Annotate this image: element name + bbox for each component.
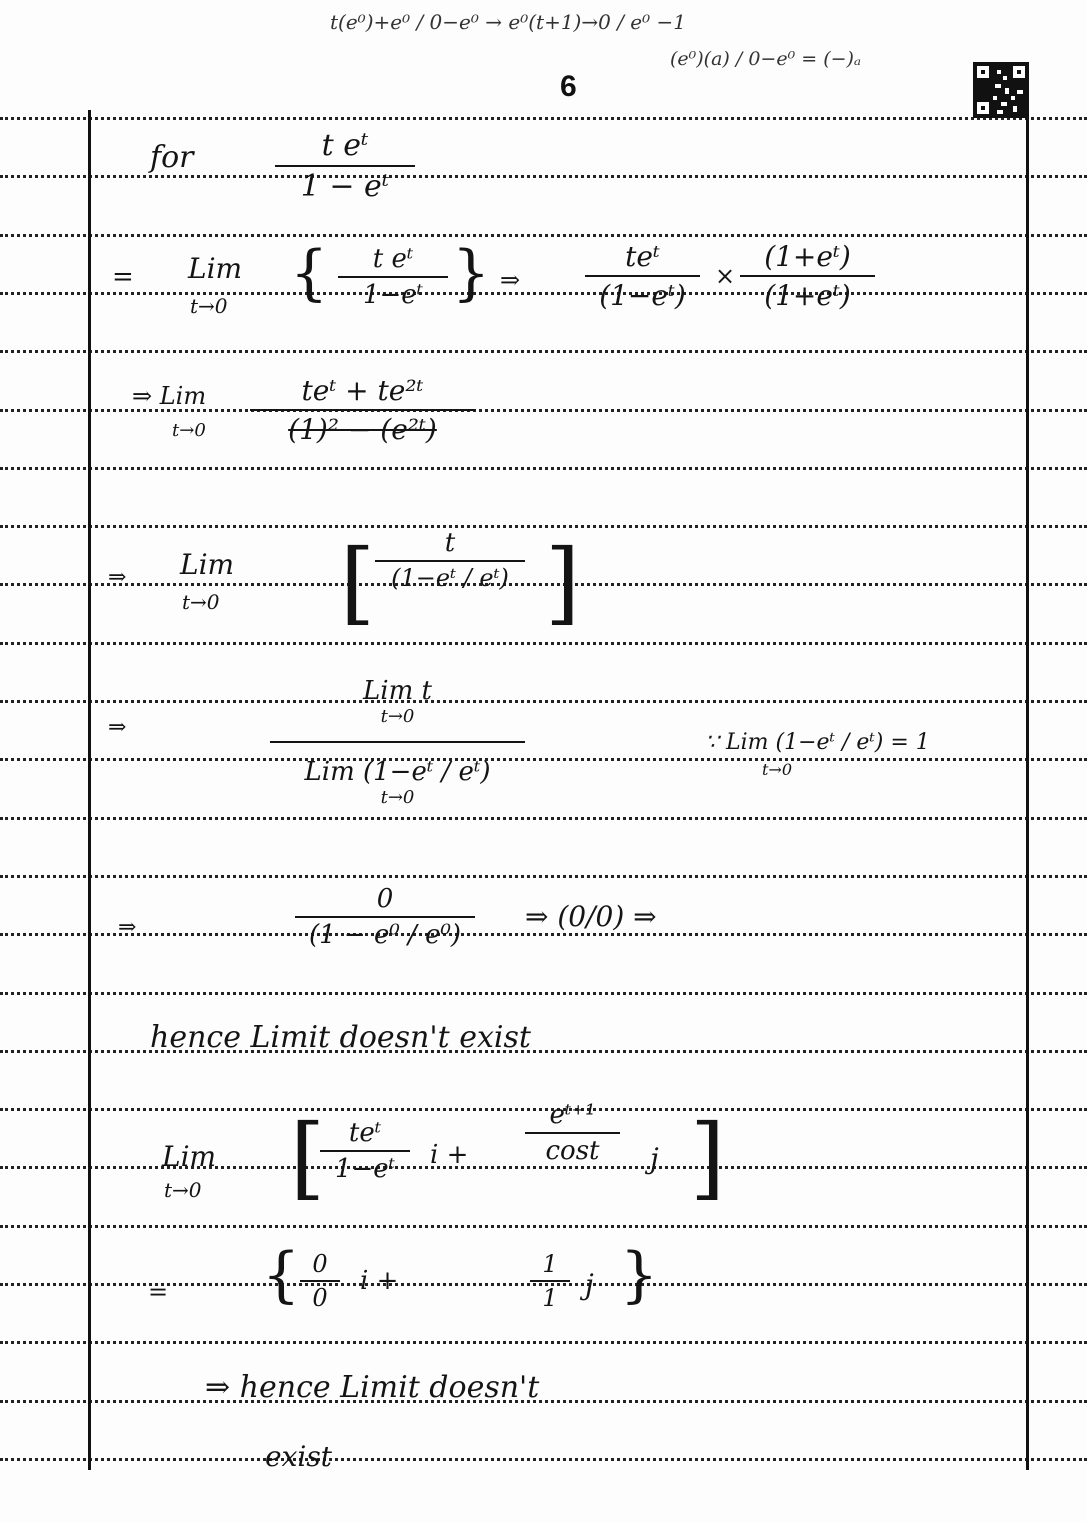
line6-denominator: (1 − e⁰ / e⁰)	[308, 920, 462, 950]
line2-denominator: 1−eᵗ	[362, 280, 424, 310]
qr-cell	[1005, 88, 1009, 94]
fraction-bar	[530, 1280, 570, 1282]
line9-prefix: =	[148, 1278, 169, 1306]
qr-cell	[985, 102, 989, 114]
fraction-bar	[740, 275, 875, 277]
line11-exist: exist	[265, 1440, 332, 1473]
line9-fraction-1	[300, 1250, 340, 1312]
line9-i-term: i +	[360, 1266, 399, 1296]
qr-cell	[1021, 66, 1025, 78]
line4-denominator: (1−eᵗ / eᵗ)	[391, 564, 509, 592]
line1-prefix: for	[150, 140, 194, 175]
line6-numerator: 0	[376, 884, 394, 914]
line8-numerator-2: eᵗ⁺¹	[549, 1100, 596, 1130]
fraction-bar	[338, 276, 448, 278]
line5-numerator-subscript: t→0	[380, 706, 415, 727]
qr-cell	[1011, 96, 1015, 100]
ruled-line	[0, 234, 1087, 237]
line5-denominator-subscript: t→0	[380, 787, 415, 808]
line8-denominator-1: 1−eᵗ	[334, 1154, 396, 1184]
line4-open-bracket: [	[340, 530, 376, 635]
qr-cell	[997, 70, 1001, 74]
page-number: 6	[560, 70, 577, 103]
line2-numerator: t eᵗ	[372, 244, 414, 274]
ruled-line	[0, 467, 1087, 470]
ruled-line	[0, 117, 1087, 120]
ruled-line	[0, 175, 1087, 178]
ruled-line	[0, 1341, 1087, 1344]
line3-numerator: teᵗ + te²ᵗ	[301, 374, 424, 407]
qr-cell	[1013, 106, 1017, 112]
ruled-line	[0, 817, 1087, 820]
ruled-line	[0, 700, 1087, 703]
ruled-line	[0, 1400, 1087, 1403]
line9-numerator-1: 0	[312, 1250, 328, 1278]
line4-fraction	[375, 528, 525, 592]
line4-inner-denominator: eᵗ	[479, 564, 500, 592]
line4-numerator: t	[444, 528, 456, 558]
line4-prefix: ⇒	[108, 565, 127, 590]
fraction-bar	[585, 275, 700, 277]
line6-result: ⇒ (0/0) ⇒	[525, 900, 657, 933]
line2-right-fraction-1	[585, 240, 700, 312]
fraction-bar	[525, 1132, 620, 1134]
line3-prefix: ⇒ Lim	[132, 382, 207, 410]
ruled-line	[0, 875, 1087, 878]
line5-numerator: Lim t	[363, 676, 432, 706]
line9-fraction-2	[530, 1250, 570, 1312]
qr-cell	[985, 66, 989, 78]
ruled-line	[0, 292, 1087, 295]
line2-close-brace: }	[452, 238, 491, 308]
line5-denominator: Lim (1−eᵗ / eᵗ)	[304, 757, 491, 787]
line8-fraction-2	[525, 1100, 620, 1166]
line5-fraction	[270, 676, 525, 808]
line4-lim: Lim	[180, 548, 235, 581]
qr-cell	[1003, 76, 1007, 80]
line2-right-numerator-1: teᵗ	[625, 240, 660, 273]
line4-lim-subscript: t→0	[182, 590, 220, 614]
line8-fraction-1	[320, 1118, 410, 1184]
left-margin-line	[88, 110, 91, 1470]
line8-numerator-1: teᵗ	[348, 1118, 382, 1148]
line9-open-brace: {	[262, 1240, 301, 1310]
fraction-bar	[320, 1150, 410, 1152]
ruled-line	[0, 583, 1087, 586]
line6-prefix: ⇒	[118, 915, 137, 940]
ruled-line	[0, 933, 1087, 936]
ruled-line	[0, 1225, 1087, 1228]
line2-open-brace: {	[290, 238, 329, 308]
line1-denominator: 1 − eᵗ	[300, 169, 390, 204]
line3-fraction	[250, 374, 475, 446]
line2-lim-subscript: t→0	[190, 294, 228, 318]
qr-cell	[1001, 102, 1007, 106]
qr-cell	[995, 84, 1001, 88]
line10-conclusion: ⇒ hence Limit doesn't	[205, 1370, 540, 1405]
right-margin-line	[1026, 110, 1029, 1470]
top-scribble-1: t(e⁰)+e⁰ / 0−e⁰ → e⁰(t+1)→0 / e⁰ −1	[330, 10, 686, 34]
line5-since-note: ∵ Lim (1−eᵗ / eᵗ) = 1	[705, 730, 930, 755]
fraction-bar	[295, 916, 475, 918]
line8-open-bracket: [	[290, 1105, 326, 1210]
line9-denominator-1: 0	[312, 1284, 328, 1312]
line8-denominator-2: cost	[545, 1136, 600, 1166]
line2-right-numerator-2: (1+eᵗ)	[764, 240, 851, 273]
line7-conclusion: hence Limit doesn't exist	[150, 1020, 531, 1055]
line5-prefix: ⇒	[108, 715, 127, 740]
line8-close-bracket: ]	[690, 1105, 726, 1210]
line4-close-bracket: ]	[545, 530, 581, 635]
line9-j-term: j	[585, 1268, 594, 1301]
line2-right-denominator-2: (1+eᵗ)	[764, 279, 851, 312]
qr-cell	[1017, 90, 1023, 94]
qr-cell	[997, 110, 1003, 114]
fraction-bar	[300, 1280, 340, 1282]
line9-close-brace: }	[620, 1240, 659, 1310]
fraction-bar	[250, 409, 475, 411]
line2-right-fraction-2	[740, 240, 875, 312]
line5-since-subscript: t→0	[762, 760, 793, 779]
line8-lim: Lim	[162, 1140, 217, 1173]
line4-inner-numerator: 1−eᵗ	[400, 564, 457, 592]
qr-cell	[993, 96, 997, 100]
line9-denominator-2: 1	[542, 1284, 558, 1312]
fraction-bar	[270, 741, 525, 743]
line2-right-denominator-1: (1−eᵗ)	[599, 279, 686, 312]
fraction-bar	[275, 165, 415, 167]
ruled-line	[0, 350, 1087, 353]
line1-fraction	[275, 128, 415, 204]
line2-times: ×	[715, 262, 736, 290]
line1-numerator: t eᵗ	[321, 128, 369, 163]
ruled-line	[0, 525, 1087, 528]
line8-i-term: i +	[430, 1140, 469, 1170]
top-scribble-2: (e⁰)(a) / 0−e⁰ = (−)ₐ	[670, 48, 862, 70]
line2-arrow: ⇒	[500, 266, 521, 294]
fraction-bar	[375, 560, 525, 562]
line2-fraction	[338, 244, 448, 310]
line3-lim-subscript: t→0	[172, 420, 206, 441]
ruled-line	[0, 1458, 1087, 1461]
line3-denominator-struck: (1)² − (e²ᵗ)	[288, 413, 437, 446]
line2-lim: Lim	[188, 252, 243, 285]
ruled-line	[0, 758, 1087, 761]
ruled-line	[0, 992, 1087, 995]
line8-lim-subscript: t→0	[164, 1178, 202, 1202]
qr-code-icon	[973, 62, 1029, 118]
line2-prefix: =	[112, 262, 134, 292]
line8-j-term: j	[650, 1142, 659, 1175]
ruled-line	[0, 642, 1087, 645]
line9-numerator-2: 1	[542, 1250, 558, 1278]
line6-fraction	[295, 884, 475, 950]
